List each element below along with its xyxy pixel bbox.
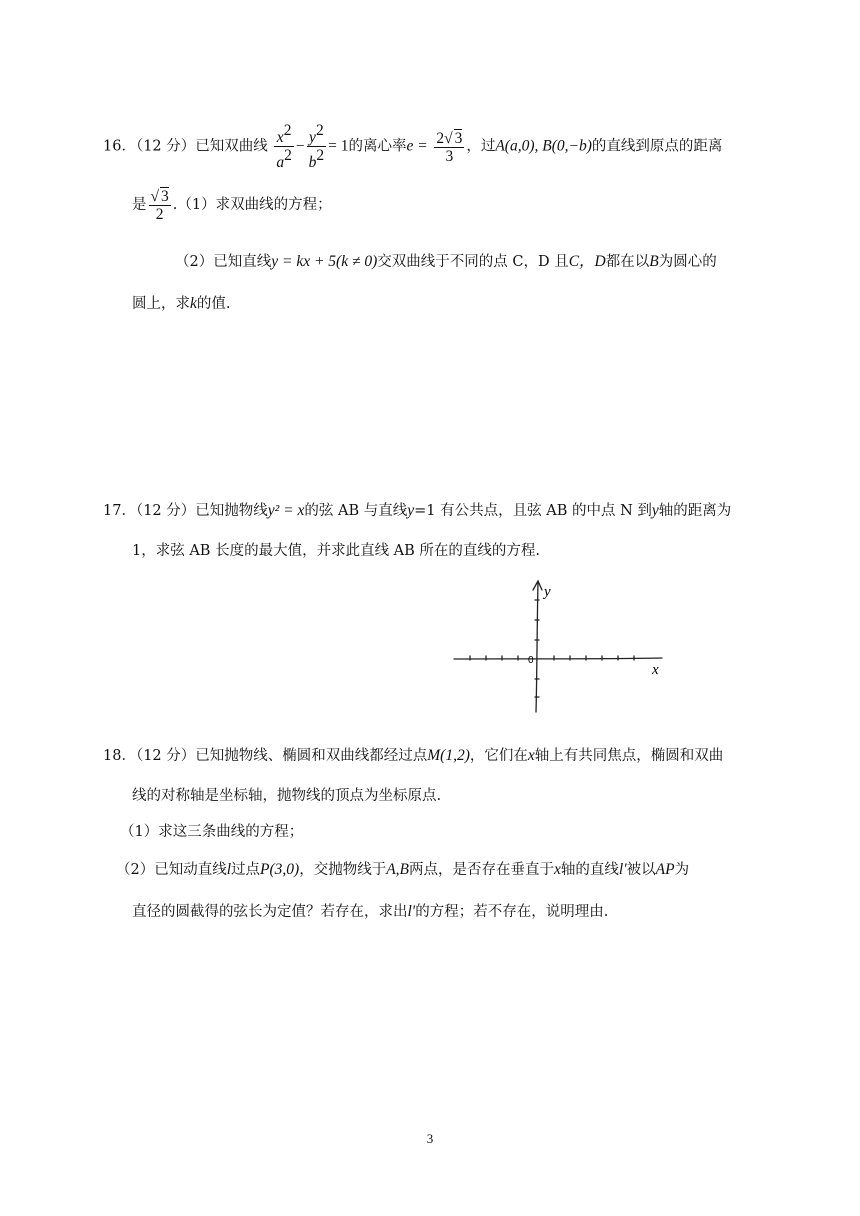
text: 两点，是否存在垂直于	[409, 862, 555, 878]
text: （2）已知动直线	[116, 862, 227, 878]
y-axis-label: y	[544, 584, 551, 600]
var-x: x	[527, 747, 535, 764]
frac-den: 2	[155, 206, 164, 223]
problem-18-number: 18．	[103, 748, 136, 764]
point-b: B	[649, 253, 659, 270]
var-x: x	[554, 861, 561, 878]
text: 的值.	[196, 296, 231, 312]
points-a-b: A,B	[386, 861, 410, 878]
root: 3	[161, 188, 169, 205]
problem-18-score: （12 分）	[135, 748, 196, 764]
text: .（1）求双曲线的方程；	[172, 197, 332, 213]
points-a-b: A(a,0), B(0,−b)	[495, 137, 592, 155]
problem-18-line-4	[116, 860, 689, 880]
frac-den: b	[308, 154, 317, 171]
text: ，交抛物线于	[299, 862, 387, 878]
problem-17-line-2	[132, 541, 540, 561]
fraction-2root3-over-3: $\frac{2√ 3}{3}$	[436, 129, 463, 165]
text: 圆上，求	[132, 296, 190, 312]
problem-18-line-3	[120, 822, 303, 842]
text: 已知抛物线、椭圆和双曲线都经过点	[195, 748, 428, 764]
parabola-equation: y² = x	[267, 502, 305, 519]
problem-16-number: 16．	[103, 138, 136, 155]
text: 为	[674, 862, 690, 878]
text: 的直线到原点的距离	[591, 138, 723, 155]
frac-den: 3	[445, 147, 454, 165]
text: ，它们在	[469, 748, 528, 764]
text: =1 有公共点，且弦 AB 的中点 N 到	[414, 503, 652, 519]
text: 已知抛物线	[195, 503, 268, 519]
text: （1）求这三条曲线的方程；	[120, 824, 304, 840]
points-c-d: C，D	[568, 253, 606, 270]
point-p: P(3,0)	[260, 861, 300, 878]
text: 交双曲线于不同的点 C，D 且	[377, 254, 569, 270]
page-number: 3	[426, 1131, 434, 1146]
text: 的方程；若不存在，说明理由.	[415, 904, 609, 920]
problem-17-score: （12 分）	[135, 503, 196, 519]
var-l-prime: l′	[407, 903, 416, 920]
equals-one: = 1	[328, 137, 349, 155]
text: 1，求弦 AB 长度的最大值，并求此直线 AB 所在的直线的方程.	[132, 543, 541, 559]
point-m: M(1,2)	[427, 747, 470, 764]
problem-18-line-2	[132, 786, 441, 806]
text: 是	[132, 197, 147, 213]
text: ，过	[466, 138, 496, 155]
text: 轴的距离为	[658, 503, 732, 519]
text: 已知双曲线	[195, 138, 268, 155]
line-equation: y = kx + 5(k ≠ 0)	[271, 253, 378, 270]
problem-16-score: （12 分）	[135, 138, 196, 155]
var-k: k	[190, 295, 197, 312]
x-axis	[454, 658, 662, 659]
y-axis	[536, 582, 538, 712]
minus-sign: −	[295, 137, 305, 155]
text: 轴的直线	[560, 862, 619, 878]
text: 都在以	[605, 254, 650, 270]
text: 直径的圆截得的弦长为定值？若存在，求出	[132, 904, 408, 920]
frac-den: a	[276, 154, 285, 171]
problem-18-line-1	[103, 746, 723, 766]
problem-18-line-5	[132, 902, 608, 922]
root: 3	[454, 129, 463, 147]
text: 轴上有共同焦点，椭圆和双曲	[534, 748, 724, 764]
segment-ap: AP	[655, 861, 675, 878]
text: （2）已知直线	[175, 254, 272, 270]
fraction-root3-over-2: $\frac{√ 3}{2}$	[150, 188, 169, 223]
text: 的弦 AB 与直线	[304, 503, 408, 519]
var-l-prime: l′	[618, 861, 627, 878]
problem-16-line-4	[132, 294, 231, 314]
x-axis-label: x	[652, 662, 659, 678]
frac-num: y	[309, 129, 316, 146]
problem-17-number: 17．	[103, 503, 136, 519]
problem-16-line-2	[132, 187, 332, 223]
text: 为圆心的	[658, 254, 717, 270]
coef: 2	[436, 129, 445, 147]
var-y: y	[407, 502, 415, 519]
problem-16-line-3	[175, 252, 717, 272]
origin-label: 0	[528, 655, 534, 666]
text: 的离心率	[348, 138, 407, 155]
text: 线的对称轴是坐标轴，抛物线的顶点为坐标原点.	[132, 788, 442, 804]
problem-16-line-1	[103, 122, 722, 171]
eccentricity-lhs: e =	[406, 137, 428, 155]
problem-17-line-1	[103, 501, 731, 521]
fraction-x2-a2: $\frac{x^2}{a^2}$	[276, 122, 292, 171]
fraction-y2-b2: $\frac{y^2}{b^2}$	[308, 122, 325, 171]
var-y: y	[651, 502, 659, 519]
frac-num: x	[276, 129, 284, 146]
var-l: l	[226, 861, 232, 878]
text: 被以	[626, 862, 656, 878]
text: 过点	[231, 862, 261, 878]
coordinate-axes-sketch	[452, 576, 667, 716]
